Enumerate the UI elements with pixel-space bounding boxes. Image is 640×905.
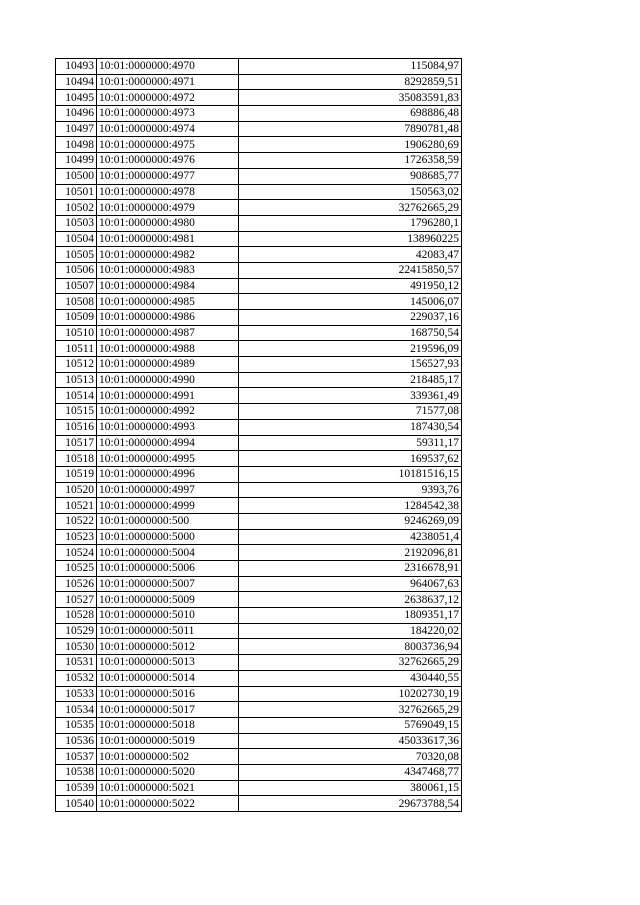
- row-number-cell: 10500: [56, 168, 97, 184]
- row-number-cell: 10523: [56, 529, 97, 545]
- cadastral-number-cell: 10:01:0000000:4990: [97, 372, 239, 388]
- table-row: [56, 325, 462, 341]
- cadastral-number-cell: 10:01:0000000:4980: [97, 215, 239, 231]
- table-row: [56, 121, 462, 137]
- cadastral-value-cell: 5769049,15: [239, 717, 462, 733]
- row-number-cell: 10498: [56, 137, 97, 153]
- cadastral-number-cell: 10:01:0000000:502: [97, 749, 239, 765]
- table-row: [56, 670, 462, 686]
- table-row: [56, 639, 462, 655]
- table-row: [56, 717, 462, 733]
- row-number-cell: 10522: [56, 513, 97, 529]
- cadastral-number-cell: 10:01:0000000:4975: [97, 137, 239, 153]
- cadastral-value-cell: 1796280,1: [239, 215, 462, 231]
- row-number-cell: 10495: [56, 90, 97, 106]
- cadastral-value-cell: 22415850,57: [239, 262, 462, 278]
- table-row: [56, 137, 462, 153]
- table-row: [56, 388, 462, 404]
- cadastral-number-cell: 10:01:0000000:4970: [97, 59, 239, 75]
- cadastral-number-cell: 10:01:0000000:4978: [97, 184, 239, 200]
- cadastral-value-cell: 150563,02: [239, 184, 462, 200]
- table-row: [56, 733, 462, 749]
- cadastral-number-cell: 10:01:0000000:4991: [97, 388, 239, 404]
- cadastral-number-cell: 10:01:0000000:4999: [97, 498, 239, 514]
- cadastral-number-cell: 10:01:0000000:4983: [97, 262, 239, 278]
- cadastral-value-cell: 32762665,29: [239, 655, 462, 671]
- cadastral-value-cell: 169537,62: [239, 451, 462, 467]
- cadastral-value-cell: 70320,08: [239, 749, 462, 765]
- cadastral-number-cell: 10:01:0000000:4973: [97, 106, 239, 122]
- row-number-cell: 10515: [56, 404, 97, 420]
- cadastral-value-cell: 380061,15: [239, 780, 462, 796]
- row-number-cell: 10504: [56, 231, 97, 247]
- row-number-cell: 10506: [56, 262, 97, 278]
- table-row: [56, 545, 462, 561]
- cadastral-number-cell: 10:01:0000000:5009: [97, 592, 239, 608]
- cadastral-number-cell: 10:01:0000000:5010: [97, 608, 239, 624]
- cadastral-number-cell: 10:01:0000000:5020: [97, 764, 239, 780]
- row-number-cell: 10521: [56, 498, 97, 514]
- table-row: [56, 623, 462, 639]
- cadastral-value-cell: 7890781,48: [239, 121, 462, 137]
- table-row: [56, 59, 462, 75]
- row-number-cell: 10512: [56, 357, 97, 373]
- table-row: [56, 419, 462, 435]
- row-number-cell: 10510: [56, 325, 97, 341]
- cadastral-number-cell: 10:01:0000000:5021: [97, 780, 239, 796]
- table-row: [56, 764, 462, 780]
- cadastral-number-cell: 10:01:0000000:5012: [97, 639, 239, 655]
- cadastral-number-cell: 10:01:0000000:4986: [97, 310, 239, 326]
- table-row: [56, 341, 462, 357]
- table-row: [56, 357, 462, 373]
- cadastral-number-cell: 10:01:0000000:5004: [97, 545, 239, 561]
- cadastral-number-cell: 10:01:0000000:5019: [97, 733, 239, 749]
- cadastral-value-cell: 2192096,81: [239, 545, 462, 561]
- cadastral-number-cell: 10:01:0000000:4971: [97, 74, 239, 90]
- cadastral-value-cell: 168750,54: [239, 325, 462, 341]
- cadastral-number-cell: 10:01:0000000:4987: [97, 325, 239, 341]
- table-row: [56, 513, 462, 529]
- cadastral-value-cell: 184220,02: [239, 623, 462, 639]
- table-row: [56, 106, 462, 122]
- row-number-cell: 10538: [56, 764, 97, 780]
- table-row: [56, 466, 462, 482]
- row-number-cell: 10527: [56, 592, 97, 608]
- cadastral-number-cell: 10:01:0000000:4989: [97, 357, 239, 373]
- row-number-cell: 10508: [56, 294, 97, 310]
- cadastral-value-cell: 187430,54: [239, 419, 462, 435]
- row-number-cell: 10502: [56, 200, 97, 216]
- cadastral-number-cell: 10:01:0000000:5013: [97, 655, 239, 671]
- row-number-cell: 10509: [56, 310, 97, 326]
- cadastral-value-cell: 156527,93: [239, 357, 462, 373]
- table-row: [56, 780, 462, 796]
- table-row: [56, 498, 462, 514]
- cadastral-value-cell: 1809351,17: [239, 608, 462, 624]
- cadastral-value-cell: 9246269,09: [239, 513, 462, 529]
- cadastral-number-cell: 10:01:0000000:4976: [97, 153, 239, 169]
- cadastral-value-cell: 8003736,94: [239, 639, 462, 655]
- row-number-cell: 10533: [56, 686, 97, 702]
- cadastral-number-cell: 10:01:0000000:4996: [97, 466, 239, 482]
- cadastral-number-cell: 10:01:0000000:4982: [97, 247, 239, 263]
- cadastral-value-cell: 4347468,77: [239, 764, 462, 780]
- table-row: [56, 231, 462, 247]
- row-number-cell: 10528: [56, 608, 97, 624]
- cadastral-number-cell: 10:01:0000000:5006: [97, 561, 239, 577]
- table-row: [56, 608, 462, 624]
- table-row: [56, 482, 462, 498]
- cadastral-value-cell: 430440,55: [239, 670, 462, 686]
- row-number-cell: 10520: [56, 482, 97, 498]
- row-number-cell: 10507: [56, 278, 97, 294]
- row-number-cell: 10532: [56, 670, 97, 686]
- row-number-cell: 10525: [56, 561, 97, 577]
- row-number-cell: 10517: [56, 435, 97, 451]
- row-number-cell: 10536: [56, 733, 97, 749]
- row-number-cell: 10494: [56, 74, 97, 90]
- cadastral-value-cell: 71577,08: [239, 404, 462, 420]
- table-row: [56, 576, 462, 592]
- table-row: [56, 184, 462, 200]
- table-row: [56, 310, 462, 326]
- cadastral-value-cell: 8292859,51: [239, 74, 462, 90]
- table-row: [56, 592, 462, 608]
- cadastral-value-cell: 1726358,59: [239, 153, 462, 169]
- row-number-cell: 10499: [56, 153, 97, 169]
- row-number-cell: 10493: [56, 59, 97, 75]
- cadastral-number-cell: 10:01:0000000:5007: [97, 576, 239, 592]
- cadastral-number-cell: 10:01:0000000:4977: [97, 168, 239, 184]
- table-row: [56, 749, 462, 765]
- table-row: [56, 372, 462, 388]
- cadastral-value-cell: 229037,16: [239, 310, 462, 326]
- table-row: [56, 435, 462, 451]
- row-number-cell: 10518: [56, 451, 97, 467]
- cadastral-number-cell: 10:01:0000000:5022: [97, 796, 239, 812]
- cadastral-value-cell: 219596,09: [239, 341, 462, 357]
- row-number-cell: 10540: [56, 796, 97, 812]
- row-number-cell: 10511: [56, 341, 97, 357]
- cadastral-number-cell: 10:01:0000000:4993: [97, 419, 239, 435]
- cadastral-value-cell: 10181516,15: [239, 466, 462, 482]
- cadastral-value-cell: 1284542,38: [239, 498, 462, 514]
- cadastral-number-cell: 10:01:0000000:4974: [97, 121, 239, 137]
- row-number-cell: 10519: [56, 466, 97, 482]
- row-number-cell: 10501: [56, 184, 97, 200]
- cadastral-number-cell: 10:01:0000000:4988: [97, 341, 239, 357]
- table-row: [56, 294, 462, 310]
- cadastral-value-cell: 4238051,4: [239, 529, 462, 545]
- cadastral-number-cell: 10:01:0000000:5000: [97, 529, 239, 545]
- row-number-cell: 10529: [56, 623, 97, 639]
- cadastral-value-cell: 138960225: [239, 231, 462, 247]
- cadastral-value-cell: 9393,76: [239, 482, 462, 498]
- table-row: [56, 561, 462, 577]
- row-number-cell: 10539: [56, 780, 97, 796]
- cadastral-number-cell: 10:01:0000000:4994: [97, 435, 239, 451]
- cadastral-value-cell: 115084,97: [239, 59, 462, 75]
- cadastral-number-cell: 10:01:0000000:5017: [97, 702, 239, 718]
- cadastre-value-table: [55, 58, 462, 812]
- cadastral-value-cell: 908685,77: [239, 168, 462, 184]
- cadastral-value-cell: 2638637,12: [239, 592, 462, 608]
- cadastral-value-cell: 2316678,91: [239, 561, 462, 577]
- table-row: [56, 74, 462, 90]
- cadastral-value-cell: 45033617,36: [239, 733, 462, 749]
- cadastral-value-cell: 698886,48: [239, 106, 462, 122]
- cadastral-number-cell: 10:01:0000000:4981: [97, 231, 239, 247]
- cadastral-number-cell: 10:01:0000000:4979: [97, 200, 239, 216]
- table-row: [56, 153, 462, 169]
- table-row: [56, 655, 462, 671]
- cadastral-number-cell: 10:01:0000000:500: [97, 513, 239, 529]
- table-row: [56, 529, 462, 545]
- row-number-cell: 10513: [56, 372, 97, 388]
- cadastral-value-cell: 35083591,83: [239, 90, 462, 106]
- cadastral-number-cell: 10:01:0000000:5011: [97, 623, 239, 639]
- cadastral-number-cell: 10:01:0000000:4984: [97, 278, 239, 294]
- table-row: [56, 404, 462, 420]
- table-row: [56, 200, 462, 216]
- cadastral-value-cell: 32762665,29: [239, 702, 462, 718]
- cadastral-value-cell: 1906280,69: [239, 137, 462, 153]
- table-row: [56, 215, 462, 231]
- row-number-cell: 10505: [56, 247, 97, 263]
- table-row: [56, 90, 462, 106]
- table-row: [56, 702, 462, 718]
- table-body: [56, 59, 462, 812]
- cadastral-value-cell: 10202730,19: [239, 686, 462, 702]
- cadastral-value-cell: 29673788,54: [239, 796, 462, 812]
- cadastral-number-cell: 10:01:0000000:5016: [97, 686, 239, 702]
- row-number-cell: 10534: [56, 702, 97, 718]
- table-row: [56, 247, 462, 263]
- row-number-cell: 10496: [56, 106, 97, 122]
- cadastral-number-cell: 10:01:0000000:4972: [97, 90, 239, 106]
- cadastral-number-cell: 10:01:0000000:4997: [97, 482, 239, 498]
- cadastral-value-cell: 32762665,29: [239, 200, 462, 216]
- table-row: [56, 278, 462, 294]
- table-row: [56, 686, 462, 702]
- cadastral-value-cell: 339361,49: [239, 388, 462, 404]
- table-row: [56, 168, 462, 184]
- cadastral-number-cell: 10:01:0000000:4995: [97, 451, 239, 467]
- cadastral-value-cell: 218485,17: [239, 372, 462, 388]
- row-number-cell: 10503: [56, 215, 97, 231]
- cadastral-number-cell: 10:01:0000000:4992: [97, 404, 239, 420]
- table-row: [56, 451, 462, 467]
- cadastral-value-cell: 145006,07: [239, 294, 462, 310]
- cadastral-number-cell: 10:01:0000000:4985: [97, 294, 239, 310]
- cadastral-number-cell: 10:01:0000000:5018: [97, 717, 239, 733]
- cadastral-value-cell: 59311,17: [239, 435, 462, 451]
- row-number-cell: 10537: [56, 749, 97, 765]
- cadastral-number-cell: 10:01:0000000:5014: [97, 670, 239, 686]
- row-number-cell: 10497: [56, 121, 97, 137]
- table-row: [56, 262, 462, 278]
- row-number-cell: 10526: [56, 576, 97, 592]
- table-row: [56, 796, 462, 812]
- row-number-cell: 10524: [56, 545, 97, 561]
- row-number-cell: 10530: [56, 639, 97, 655]
- row-number-cell: 10516: [56, 419, 97, 435]
- row-number-cell: 10535: [56, 717, 97, 733]
- cadastral-value-cell: 42083,47: [239, 247, 462, 263]
- row-number-cell: 10514: [56, 388, 97, 404]
- row-number-cell: 10531: [56, 655, 97, 671]
- cadastral-value-cell: 964067,63: [239, 576, 462, 592]
- cadastral-value-cell: 491950,12: [239, 278, 462, 294]
